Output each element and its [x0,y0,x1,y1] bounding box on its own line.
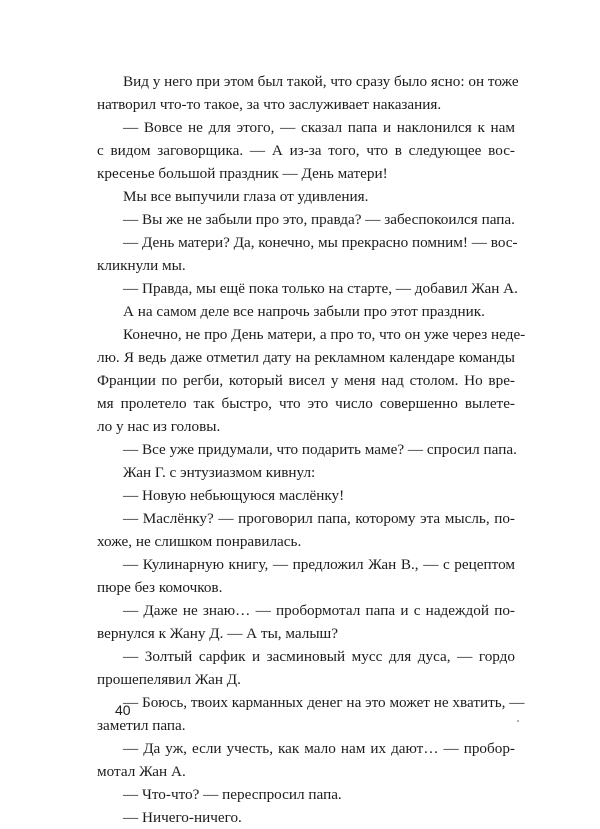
text-line: — Даже не знаю… — пробормотал папа и с надеждой по- [123,602,515,619]
text-line: — Боюсь, твоих карманных денег на это может не хватить, — [123,694,525,711]
text-line: Вид у него при этом был такой, что сразу было ясно: он тоже [123,73,519,90]
text-line: вернулся к Жану Д. — А ты, малыш? [97,625,338,642]
body-text [97,70,526,829]
text-line: — Маслёнку? — проговорил папа, которому эта мысль, по- [123,510,515,527]
text-line: А на самом деле все напрочь забыли про этот праздник. [123,303,485,320]
text-line: — Правда, мы ещё пока только на старте, — добавил Жан А. [123,280,518,297]
text-line: Франции по регби, который висел у меня над столом. Но вре- [97,372,515,389]
text-line: ло у нас из головы. [97,418,221,435]
print-speck [517,720,519,722]
text-line: мотал Жан А. [97,763,186,780]
text-line: кресенье большой праздник — День матери! [97,165,388,182]
text-line: — Все уже придумали, что подарить маме? — спросил папа. [123,441,517,458]
text-line: прошепелявил Жан Д. [97,671,241,688]
page-number: 40 [115,702,131,718]
text-line: заметил папа. [97,717,186,734]
text-line: — День матери? Да, конечно, мы прекрасно помним! — вос- [123,234,518,251]
text-line: пюре без комочков. [97,579,223,596]
text-line: Мы все выпучили глаза от удивления. [123,188,369,205]
text-line: — Ничего-ничего. [123,809,242,826]
text-line: мя пролетело так быстро, что это число совершенно вылете- [97,395,515,412]
text-line: — Золтый сарфик и засминовый мусс для дуса, — гордо [123,648,515,665]
text-line: хоже, не слишком понравилась. [97,533,302,550]
text-line: — Вы же не забыли про это, правда? — забеспокоился папа. [123,211,515,228]
text-line: Конечно, не про День матери, а про то, что он уже через неде- [123,326,526,343]
text-line: — Кулинарную книгу, — предложил Жан В., — с рецептом [123,556,515,573]
text-line: — Да уж, если учесть, как мало нам их дают… — пробор- [123,740,515,757]
text-line: Жан Г. с энтузиазмом кивнул: [123,464,316,481]
text-line: — Что-что? — переспросил папа. [123,786,342,803]
text-line: лю. Я ведь даже отметил дату на рекламном календаре команды [97,349,515,366]
text-line: — Вовсе не для этого, — сказал папа и наклонился к нам [123,119,515,136]
text-line: кликнули мы. [97,257,186,274]
text-line: натворил что-то такое, за что заслуживает наказания. [97,96,442,113]
text-line: — Новую небьющуюся маслёнку! [123,487,345,504]
text-line: с видом заговорщика. — А из-за того, что в следующее вос- [97,142,515,159]
